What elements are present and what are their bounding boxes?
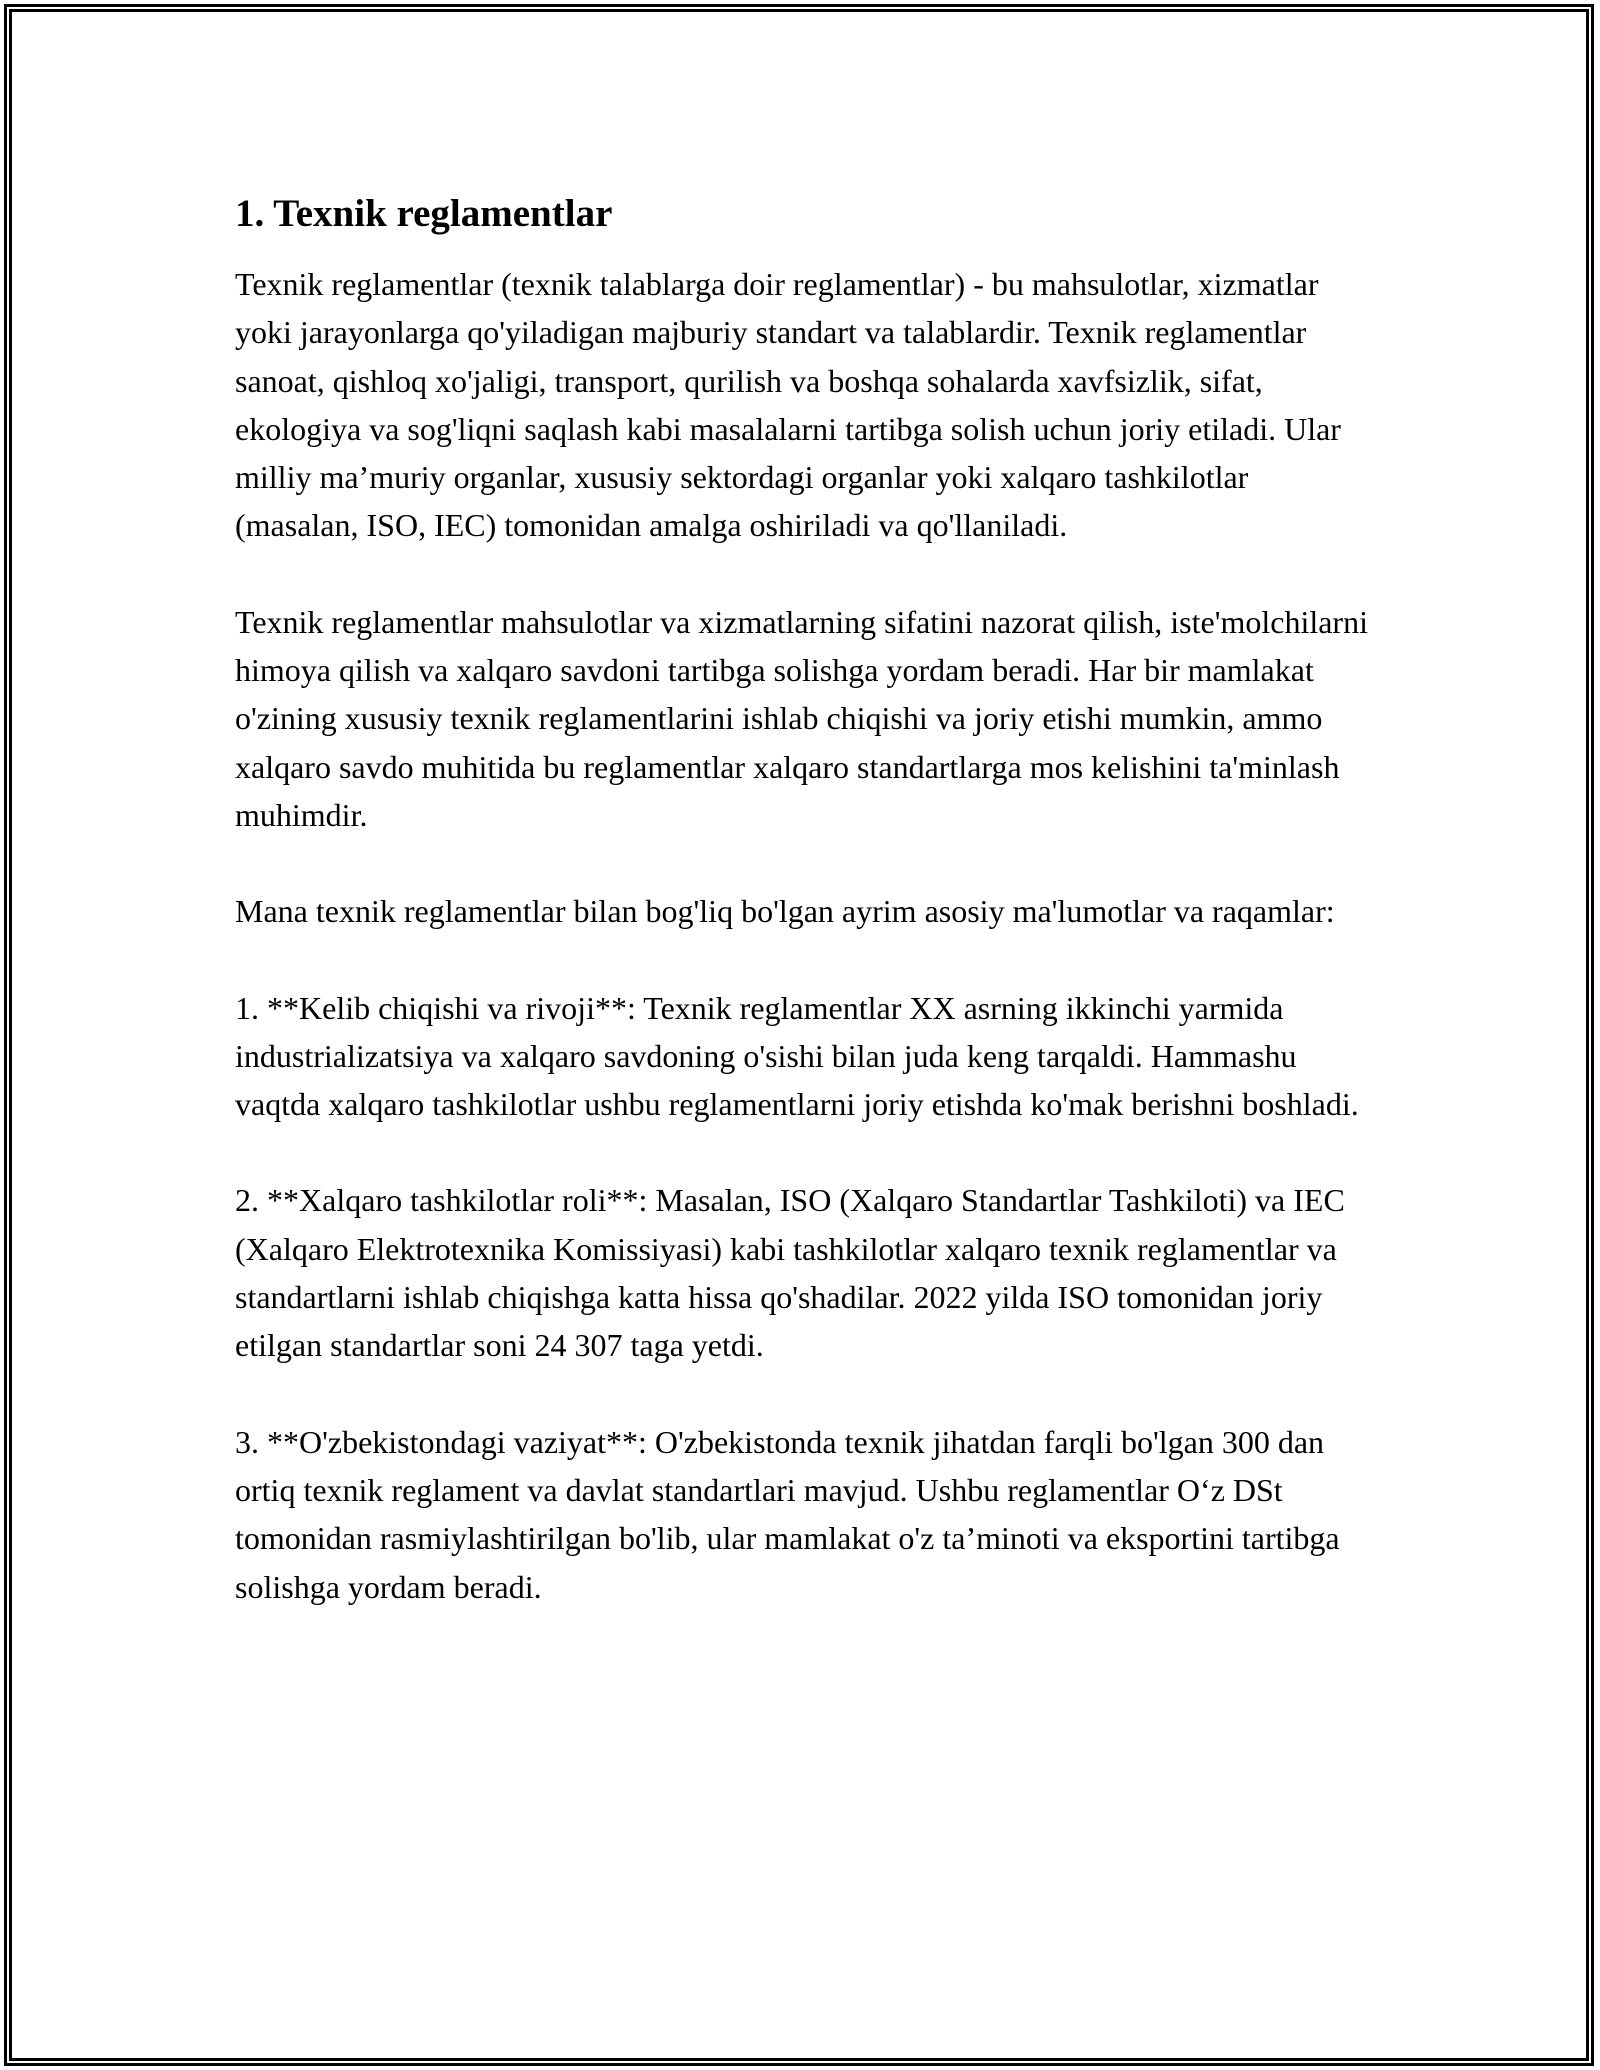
list-item-uzbekistan: 3. **O'zbekistondagi vaziyat**: O'zbekistonda texnik jihatdan farqli bo'lgan 300 dan ortiq texnik reglament va davlat standartlari mavjud. Ushbu reglamentlar O‘z DSt tomonidan rasmiylashtirilgan bo'lib, ular mamlakat o'z ta’minoti va eksportini tartibga solishga yordam beradi.: [235, 1423, 1340, 1605]
section-heading: 1. Texnik reglamentlar: [235, 192, 613, 235]
paragraph-intro-list: Mana texnik reglamentlar bilan bog'liq bo'lgan ayrim asosiy ma'lumotlar va raqamlar:: [235, 893, 1335, 930]
list-item-origin: 1. **Kelib chiqishi va rivoji**: Texnik reglamentlar XX asrning ikkinchi yarmida industrializatsiya va xalqaro savdoning o'sishi bilan juda keng tarqaldi. Hammashu vaqtda xalqaro tashkilotlar ushbu reglamentlarni joriy etishda ko'mak berishni boshladi.: [235, 989, 1359, 1123]
list-item-international-orgs: 2. **Xalqaro tashkilotlar roli**: Masalan, ISO (Xalqaro Standartlar Tashkiloti) va IEC (Xalqaro Elektrotexnika Komissiyasi) kabi tashkilotlar xalqaro texnik reglamentlar va standartlarni ishlab chiqishga katta hissa qo'shadilar. 2022 yilda ISO tomonidan joriy etilgan standartlar soni 24 307 taga yetdi.: [235, 1182, 1345, 1364]
paragraph-definition: Texnik reglamentlar (texnik talablarga doir reglamentlar) - bu mahsulotlar, xizmatlar yoki jarayonlarga qo'yiladigan majburiy standart va talablardir. Texnik reglamentlar sanoat, qishloq xo'jaligi, transport, qurilish va boshqa sohalarda xavfsizlik, sifat, ekologiya va sog'liqni saqlash kabi masalalarni tartibga solish uchun joriy etiladi. Ular milliy ma’muriy organlar, xususiy sektordagi organlar yoki xalqaro tashkilotlar (masalan, ISO, IEC) tomonidan amalga oshiriladi va qo'llaniladi.: [235, 266, 1341, 544]
paragraph-purpose: Texnik reglamentlar mahsulotlar va xizmatlarning sifatini nazorat qilish, iste'molchilarni himoya qilish va xalqaro savdoni tartibga solishga yordam beradi. Har bir mamlakat o'zining xususiy texnik reglamentlarini ishlab chiqishi va joriy etishi mumkin, ammo xalqaro savdo muhitida bu reglamentlar xalqaro standartlarga mos kelishini ta'minlash muhimdir.: [235, 603, 1368, 833]
document-body: [235, 190, 1375, 1659]
